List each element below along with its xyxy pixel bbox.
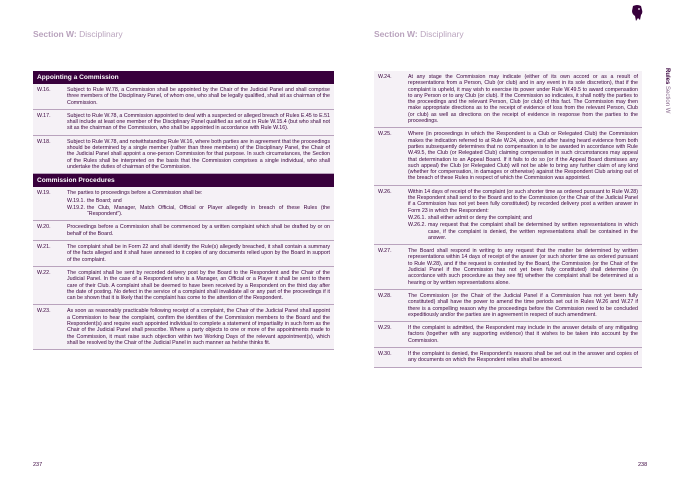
rule-row xyxy=(374,290,642,322)
rule-text xyxy=(67,224,334,237)
rule-text xyxy=(408,248,642,286)
rule-text xyxy=(67,308,334,346)
sub-clause xyxy=(67,205,330,218)
rule-body: Within 14 days of receipt of the complaint (or such shorter time as ordered pursuant to Rule W.28) the Respondent shall send to the Board and to the Commission (or the Chair of the Judicial Panel if a Commission has not yet been fully constituted) by recorded delivery post a written answer in Form 23 in which the Respondent: xyxy=(408,188,638,214)
rule-number: W.20. xyxy=(37,224,51,231)
sub-clause-text: the Board; and xyxy=(87,197,122,204)
rule-number: W.18. xyxy=(37,138,51,145)
left-page-content xyxy=(33,71,334,350)
lion-crest-icon xyxy=(630,4,644,22)
rule-text xyxy=(408,351,642,364)
rule-number: W.30. xyxy=(378,350,392,357)
right-page-content xyxy=(374,71,642,368)
rule-body: The parties to proceedings before a Commission shall be: xyxy=(67,190,203,197)
rule-text xyxy=(67,270,334,301)
rule-number: W.21. xyxy=(37,244,51,251)
rule-row xyxy=(374,71,642,128)
rule-text xyxy=(67,244,334,263)
rule-number: W.22. xyxy=(37,269,51,276)
sub-clause-number: W.26.2. xyxy=(408,222,426,229)
rule-body: The Board shall respond in writing to any request that the matter be determined by written representations within 14 days of receipt of the answer (or such shorter time as ordered pursuant to Rule W.28), and if the request is contested by the Board, the Commission (or the Chair of the Judicial Panel if the Commission has not yet been fully constituted) shall determine (in accordance with such procedure as they see fit) whether the complaint shall be determined at a hearing or by written representations alone. xyxy=(408,248,638,286)
rule-number: W.16. xyxy=(37,87,51,93)
page-number-left: 237 xyxy=(33,462,43,468)
rule-text xyxy=(408,325,642,344)
rule-number: W.28. xyxy=(378,292,392,299)
rule-body: If the complaint is denied, the Respondent’s reasons shall be set out in the answer and copies of any documents on which the Respondent relies shall be annexed. xyxy=(408,350,638,364)
sub-clause xyxy=(67,198,330,204)
rule-body: Subject to Rule W.78, and notwithstanding Rule W.16, where both parties are in agreement that the proceedings should be determined by a single member (rather than three members) of the Disciplinary Panel, the Chair of the Judicial Panel shall appoint a one-person Commission for that purpose. In such circumstances, the Section of the Rules shall be interpreted on the basis that the Commission comprises a single individual, who shall undertake the duties of chairman of the Commission. xyxy=(67,138,330,170)
rule-body: Proceedings before a Commission shall be commenced by a written complaint which shall be drafted by or on behalf of the Board. xyxy=(67,224,330,237)
rule-body: The Commission (or the Chair of the Judicial Panel if a Commission has not yet been fully constituted) shall have the power to amend the time periods set out in Rules W.26 and W.27 if there is a compelling reason why the proceedings before the Commission need to be concluded expeditiously and/or the parties are in agreement in respect of such amendment. xyxy=(408,292,638,318)
rule-number: W.24. xyxy=(378,74,392,80)
rule-row xyxy=(33,136,334,174)
rule-number: W.29. xyxy=(378,325,392,332)
rule-text xyxy=(408,189,642,241)
sub-clause-number: W.19.2. xyxy=(67,204,85,211)
section-header-right: Section W: Disciplinary xyxy=(374,29,464,39)
band-heading: Commission Procedures xyxy=(33,174,334,187)
rule-row xyxy=(374,245,642,290)
rule-body: Subject to Rule W.78, a Commission shall be appointed by the Chair of the Judicial Panel and shall comprise three members of the Disciplinary Panel, of whom one, who shall be legally qualified, shall sit as chairman of the Commission. xyxy=(67,87,330,106)
rule-number: W.27. xyxy=(378,248,392,255)
rule-text xyxy=(67,87,334,106)
sub-clause-number: W.19.1. xyxy=(67,197,85,204)
rule-number: W.19. xyxy=(37,190,51,197)
rule-row xyxy=(374,128,642,185)
sub-clause xyxy=(408,222,638,241)
rule-text xyxy=(67,190,334,217)
rule-body: The complaint shall be sent by recorded delivery post by the Board to the Respondent and the Chair of the Judicial Panel. In the case of a Respondent who is a Manager, an Official or a Player it shall be sent to them care of their Club. A complaint shall be deemed to have been received by a Respondent on the third day after the date of posting. No defect in the service of a complaint shall invalidate all or any part of the proceedings if it can be shown that it is likely that the complaint has come to the attention of the Respondent. xyxy=(67,269,330,302)
rule-text xyxy=(67,139,334,170)
rule-body: If the complaint is admitted, the Respondent may include in the answer details of any mitigating factors (together with any supporting evidence) that it wishes to be taken into account by the Commission. xyxy=(408,325,638,344)
rule-body: At any stage the Commission may indicate (either of its own accord or as a result of representations from a Person, Club (or club) and in any event in its sole discretion), that if the complaint is upheld, it may wish to exercise its power under Rule W.49.5 to award compensation to any Person or to any Club (or club). If the Commission so indicates, it shall notify the parties to the proceedings and the relevant Person, Club (or club) of this fact. The Commission may then make appropriate directions as to the receipt of evidence of loss from the relevant Person, Club (or club) as well as directions on the receipt of evidence in response from the parties to the proceedings. xyxy=(408,74,638,125)
rule-number: W.25. xyxy=(378,131,392,138)
rule-text xyxy=(408,74,642,124)
band-heading: Appointing a Commission xyxy=(33,71,334,84)
rule-body: The complaint shall be in Form 22 and shall identify the Rule(s) allegedly breached, it shall contain a summary of the facts alleged and it shall have annexed to it copies of any documents relied upon by the Board in support of the complaint. xyxy=(67,244,330,263)
rule-body: Subject to Rule W.78, a Commission appointed to deal with a suspected or alleged breach of Rules E.45 to E.51 shall include at least one member of the Disciplinary Panel qualified as set out in Rule W.15.4 (but who shall not sit as the chairman of the Commission, who shall be appointed in accordance with Rule W.16). xyxy=(67,112,330,132)
rule-number: W.17. xyxy=(37,112,51,119)
rule-row xyxy=(33,187,334,221)
rule-row xyxy=(374,322,642,348)
rule-number: W.26. xyxy=(378,188,392,195)
rule-row xyxy=(374,348,642,368)
rule-body: Where (in proceedings in which the Respondent is a Club or Relegated Club) the Commission makes the indication referred to at Rule W.24, above, and after having heard evidence from both parties subsequently determines that no compensation is to be awarded in accordance with Rule W.49.5, the Club (or Relegated Club) claiming compensation in such circumstances may appeal that determination to an Appeal Board. If it fails to do so (or if the Appeal Board dismisses any such appeal) the Club (or Relegated Club) will not be able to bring any further claim of any kind (whether for compensation, in damages or otherwise) against the Respondent Club arising out of the breach of these Rules in respect of which the Commission was appointed. xyxy=(408,131,638,182)
sub-clause-text: shall either admit or deny the complaint; and xyxy=(428,214,532,221)
sub-clause-text: the Club, Manager, Match Official, Official or Player allegedly in breach of these Rules (the “Respondent”). xyxy=(87,204,330,218)
rule-row xyxy=(33,241,334,267)
rule-row xyxy=(33,110,334,136)
rule-body: As soon as reasonably practicable following receipt of a complaint, the Chair of the Judicial Panel shall appoint a Commission to hear the complaint, confirm the identities of the Commission members to the Board and the Respondent(s) and require each appointed individual to complete a statement of impartiality in such form as the Chair of the Judicial Panel shall prescribe. Where a party objects to one or more of the appointments made to the Commission, it must raise such objection within two Working Days of the relevant appointment(s), which shall be resolved by the Chair of the Judicial Panel in such manner as he/she thinks fit. xyxy=(67,308,330,346)
rule-row xyxy=(374,186,642,245)
sub-clause-number: W.26.1. xyxy=(408,214,426,221)
section-header-left: Section W: Disciplinary xyxy=(33,29,123,39)
side-tab: Rules Section W xyxy=(664,68,670,114)
sub-clause xyxy=(408,215,638,221)
rule-row xyxy=(33,267,334,305)
rule-text xyxy=(408,293,642,318)
rule-number: W.23. xyxy=(37,308,51,315)
rule-text xyxy=(67,113,334,132)
rule-row xyxy=(33,221,334,241)
rule-row xyxy=(33,84,334,110)
page-number-right: 238 xyxy=(638,462,648,468)
rule-row xyxy=(33,305,334,350)
sub-clause-text: may request that the complaint shall be determined by written representations in which case, if the complaint is denied, the written representations shall be contained in the answer. xyxy=(428,222,638,241)
rule-text xyxy=(408,131,642,181)
